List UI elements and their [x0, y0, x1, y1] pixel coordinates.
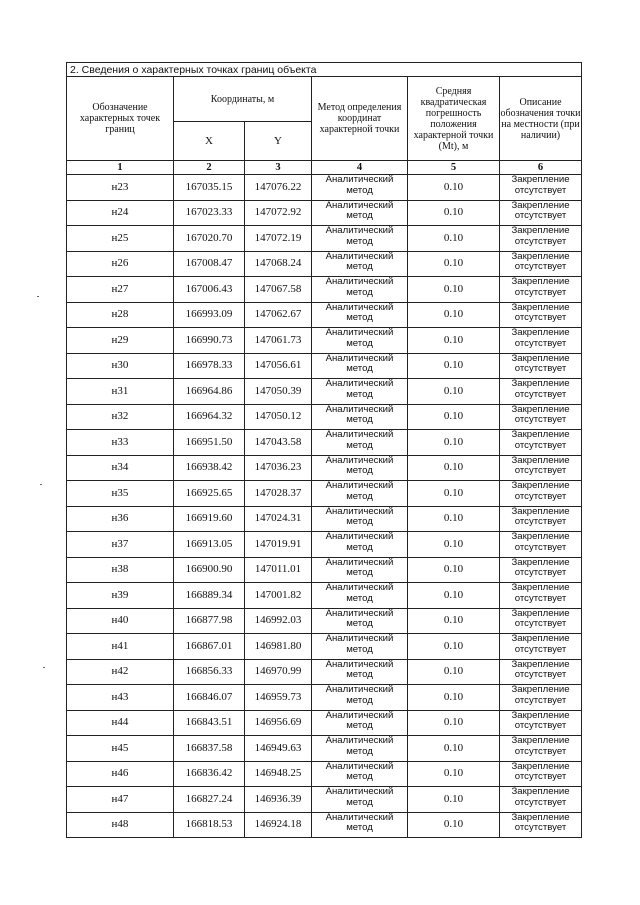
x-coordinate-cell: 166827.24: [174, 787, 245, 813]
point-cell: н42: [67, 659, 174, 685]
table-row: [67, 430, 582, 456]
y-coordinate-cell: 147076.22: [245, 175, 312, 201]
description-cell: Закрепление отсутствует: [500, 787, 582, 813]
accuracy-cell: 0.10: [408, 506, 500, 532]
point-cell: н45: [67, 736, 174, 762]
method-cell: Аналитический метод: [312, 226, 408, 252]
description-cell: Закрепление отсутствует: [500, 455, 582, 481]
x-coordinate-cell: 166818.53: [174, 812, 245, 838]
description-cell: Закрепление отсутствует: [500, 761, 582, 787]
y-coordinate-cell: 147001.82: [245, 583, 312, 609]
x-coordinate-cell: 167006.43: [174, 277, 245, 303]
method-cell: Аналитический метод: [312, 353, 408, 379]
method-cell: Аналитический метод: [312, 175, 408, 201]
method-cell: Аналитический метод: [312, 710, 408, 736]
point-cell: н31: [67, 379, 174, 405]
table-row: [67, 404, 582, 430]
x-coordinate-cell: 166938.42: [174, 455, 245, 481]
y-coordinate-cell: 146949.63: [245, 736, 312, 762]
accuracy-cell: 0.10: [408, 175, 500, 201]
description-cell: Закрепление отсутствует: [500, 608, 582, 634]
y-coordinate-cell: 147061.73: [245, 328, 312, 354]
point-cell: н28: [67, 302, 174, 328]
point-cell: н34: [67, 455, 174, 481]
y-coordinate-cell: 146956.69: [245, 710, 312, 736]
table-row: [67, 481, 582, 507]
description-cell: Закрепление отсутствует: [500, 685, 582, 711]
x-coordinate-cell: 167020.70: [174, 226, 245, 252]
accuracy-cell: 0.10: [408, 659, 500, 685]
accuracy-cell: 0.10: [408, 251, 500, 277]
description-cell: Закрепление отсутствует: [500, 328, 582, 354]
point-cell: н35: [67, 481, 174, 507]
point-cell: н41: [67, 634, 174, 660]
point-cell: н44: [67, 710, 174, 736]
accuracy-cell: 0.10: [408, 557, 500, 583]
point-cell: н39: [67, 583, 174, 609]
table-row: [67, 353, 582, 379]
description-cell: Закрепление отсутствует: [500, 736, 582, 762]
x-coordinate-cell: 166964.86: [174, 379, 245, 405]
table-row: [67, 736, 582, 762]
point-cell: н36: [67, 506, 174, 532]
point-cell: н23: [67, 175, 174, 201]
y-coordinate-cell: 147043.58: [245, 430, 312, 456]
description-cell: Закрепление отсутствует: [500, 430, 582, 456]
accuracy-cell: 0.10: [408, 455, 500, 481]
description-cell: Закрепление отсутствует: [500, 481, 582, 507]
accuracy-cell: 0.10: [408, 787, 500, 813]
method-cell: Аналитический метод: [312, 532, 408, 558]
table-row: [67, 506, 582, 532]
description-cell: Закрепление отсутствует: [500, 659, 582, 685]
y-coordinate-cell: 147019.91: [245, 532, 312, 558]
x-coordinate-cell: 166964.32: [174, 404, 245, 430]
method-cell: Аналитический метод: [312, 685, 408, 711]
table-row: [67, 608, 582, 634]
y-coordinate-cell: 147011.01: [245, 557, 312, 583]
accuracy-cell: 0.10: [408, 710, 500, 736]
point-cell: н32: [67, 404, 174, 430]
y-coordinate-cell: 146970.99: [245, 659, 312, 685]
table-row: [67, 532, 582, 558]
column-number: 3: [245, 161, 312, 175]
table-row: [67, 277, 582, 303]
y-coordinate-cell: 146936.39: [245, 787, 312, 813]
point-cell: н46: [67, 761, 174, 787]
description-cell: Закрепление отсутствует: [500, 404, 582, 430]
method-cell: Аналитический метод: [312, 659, 408, 685]
point-cell: н26: [67, 251, 174, 277]
accuracy-cell: 0.10: [408, 608, 500, 634]
table-row: [67, 455, 582, 481]
accuracy-cell: 0.10: [408, 302, 500, 328]
method-cell: Аналитический метод: [312, 379, 408, 405]
x-coordinate-cell: 166913.05: [174, 532, 245, 558]
point-cell: н27: [67, 277, 174, 303]
table-row: [67, 710, 582, 736]
x-coordinate-cell: 166877.98: [174, 608, 245, 634]
method-cell: Аналитический метод: [312, 761, 408, 787]
description-cell: Закрепление отсутствует: [500, 200, 582, 226]
table-row: [67, 583, 582, 609]
point-cell: н43: [67, 685, 174, 711]
method-cell: Аналитический метод: [312, 812, 408, 838]
header-accuracy: Средняя квадратическая погрешность положения характерной точки (Mt), м: [408, 77, 500, 161]
x-coordinate-cell: 166846.07: [174, 685, 245, 711]
accuracy-cell: 0.10: [408, 583, 500, 609]
header-x: X: [174, 122, 245, 161]
scan-speck: [40, 484, 42, 485]
x-coordinate-cell: 166843.51: [174, 710, 245, 736]
y-coordinate-cell: 147062.67: [245, 302, 312, 328]
y-coordinate-cell: 147072.92: [245, 200, 312, 226]
accuracy-cell: 0.10: [408, 685, 500, 711]
method-cell: Аналитический метод: [312, 608, 408, 634]
point-cell: н33: [67, 430, 174, 456]
method-cell: Аналитический метод: [312, 277, 408, 303]
description-cell: Закрепление отсутствует: [500, 226, 582, 252]
method-cell: Аналитический метод: [312, 455, 408, 481]
accuracy-cell: 0.10: [408, 736, 500, 762]
description-cell: Закрепление отсутствует: [500, 710, 582, 736]
table-row: [67, 302, 582, 328]
description-cell: Закрепление отсутствует: [500, 812, 582, 838]
table-row: [67, 685, 582, 711]
point-cell: н25: [67, 226, 174, 252]
accuracy-cell: 0.10: [408, 226, 500, 252]
header-point: Обозначение характерных точек границ: [67, 77, 174, 161]
x-coordinate-cell: 166856.33: [174, 659, 245, 685]
table-body: [67, 175, 582, 838]
description-cell: Закрепление отсутствует: [500, 583, 582, 609]
y-coordinate-cell: 146959.73: [245, 685, 312, 711]
table-row: [67, 812, 582, 838]
method-cell: Аналитический метод: [312, 557, 408, 583]
column-number: 4: [312, 161, 408, 175]
x-coordinate-cell: 166993.09: [174, 302, 245, 328]
table-row: [67, 251, 582, 277]
method-cell: Аналитический метод: [312, 328, 408, 354]
method-cell: Аналитический метод: [312, 787, 408, 813]
accuracy-cell: 0.10: [408, 353, 500, 379]
accuracy-cell: 0.10: [408, 532, 500, 558]
description-cell: Закрепление отсутствует: [500, 251, 582, 277]
y-coordinate-cell: 147024.31: [245, 506, 312, 532]
table-row: [67, 787, 582, 813]
accuracy-cell: 0.10: [408, 812, 500, 838]
accuracy-cell: 0.10: [408, 430, 500, 456]
description-cell: Закрепление отсутствует: [500, 277, 582, 303]
method-cell: Аналитический метод: [312, 251, 408, 277]
method-cell: Аналитический метод: [312, 736, 408, 762]
x-coordinate-cell: 167008.47: [174, 251, 245, 277]
accuracy-cell: 0.10: [408, 761, 500, 787]
header-coordinates: Координаты, м: [174, 77, 312, 122]
table-row: [67, 761, 582, 787]
y-coordinate-cell: 147068.24: [245, 251, 312, 277]
method-cell: Аналитический метод: [312, 583, 408, 609]
point-cell: н47: [67, 787, 174, 813]
y-coordinate-cell: 147067.58: [245, 277, 312, 303]
accuracy-cell: 0.10: [408, 404, 500, 430]
point-cell: н40: [67, 608, 174, 634]
table-row: [67, 659, 582, 685]
description-cell: Закрепление отсутствует: [500, 532, 582, 558]
y-coordinate-cell: 146992.03: [245, 608, 312, 634]
y-coordinate-cell: 147072.19: [245, 226, 312, 252]
method-cell: Аналитический метод: [312, 302, 408, 328]
table-row: [67, 634, 582, 660]
accuracy-cell: 0.10: [408, 634, 500, 660]
x-coordinate-cell: 166900.90: [174, 557, 245, 583]
y-coordinate-cell: 147028.37: [245, 481, 312, 507]
description-cell: Закрепление отсутствует: [500, 353, 582, 379]
x-coordinate-cell: 166837.58: [174, 736, 245, 762]
method-cell: Аналитический метод: [312, 404, 408, 430]
accuracy-cell: 0.10: [408, 277, 500, 303]
method-cell: Аналитический метод: [312, 430, 408, 456]
section-title: 2. Сведения о характерных точках границ объекта: [67, 63, 582, 77]
point-cell: н30: [67, 353, 174, 379]
point-cell: н29: [67, 328, 174, 354]
table-row: [67, 328, 582, 354]
y-coordinate-cell: 147056.61: [245, 353, 312, 379]
y-coordinate-cell: 146981.80: [245, 634, 312, 660]
method-cell: Аналитический метод: [312, 200, 408, 226]
y-coordinate-cell: 147036.23: [245, 455, 312, 481]
point-cell: н48: [67, 812, 174, 838]
point-cell: н24: [67, 200, 174, 226]
description-cell: Закрепление отсутствует: [500, 506, 582, 532]
x-coordinate-cell: 166925.65: [174, 481, 245, 507]
x-coordinate-cell: 166990.73: [174, 328, 245, 354]
description-cell: Закрепление отсутствует: [500, 379, 582, 405]
boundary-points-table: [66, 62, 582, 838]
x-coordinate-cell: 166978.33: [174, 353, 245, 379]
point-cell: н38: [67, 557, 174, 583]
method-cell: Аналитический метод: [312, 634, 408, 660]
table-row: [67, 226, 582, 252]
x-coordinate-cell: 166867.01: [174, 634, 245, 660]
scan-speck: [43, 667, 45, 668]
header-description: Описание обозначения точки на местности (при наличии): [500, 77, 582, 161]
column-number: 2: [174, 161, 245, 175]
description-cell: Закрепление отсутствует: [500, 634, 582, 660]
accuracy-cell: 0.10: [408, 200, 500, 226]
table-row: [67, 175, 582, 201]
column-number-row: [67, 161, 582, 175]
x-coordinate-cell: 166836.42: [174, 761, 245, 787]
method-cell: Аналитический метод: [312, 506, 408, 532]
y-coordinate-cell: 146948.25: [245, 761, 312, 787]
x-coordinate-cell: 166889.34: [174, 583, 245, 609]
x-coordinate-cell: 167035.15: [174, 175, 245, 201]
header-y: Y: [245, 122, 312, 161]
x-coordinate-cell: 166919.60: [174, 506, 245, 532]
column-number: 1: [67, 161, 174, 175]
accuracy-cell: 0.10: [408, 481, 500, 507]
table-row: [67, 557, 582, 583]
x-coordinate-cell: 166951.50: [174, 430, 245, 456]
method-cell: Аналитический метод: [312, 481, 408, 507]
header-method: Метод определения координат характерной точки: [312, 77, 408, 161]
scan-speck: [37, 296, 39, 297]
y-coordinate-cell: 147050.12: [245, 404, 312, 430]
column-number: 5: [408, 161, 500, 175]
accuracy-cell: 0.10: [408, 379, 500, 405]
y-coordinate-cell: 146924.18: [245, 812, 312, 838]
point-cell: н37: [67, 532, 174, 558]
description-cell: Закрепление отсутствует: [500, 175, 582, 201]
table-row: [67, 200, 582, 226]
column-number: 6: [500, 161, 582, 175]
x-coordinate-cell: 167023.33: [174, 200, 245, 226]
accuracy-cell: 0.10: [408, 328, 500, 354]
description-cell: Закрепление отсутствует: [500, 302, 582, 328]
table-row: [67, 379, 582, 405]
y-coordinate-cell: 147050.39: [245, 379, 312, 405]
description-cell: Закрепление отсутствует: [500, 557, 582, 583]
